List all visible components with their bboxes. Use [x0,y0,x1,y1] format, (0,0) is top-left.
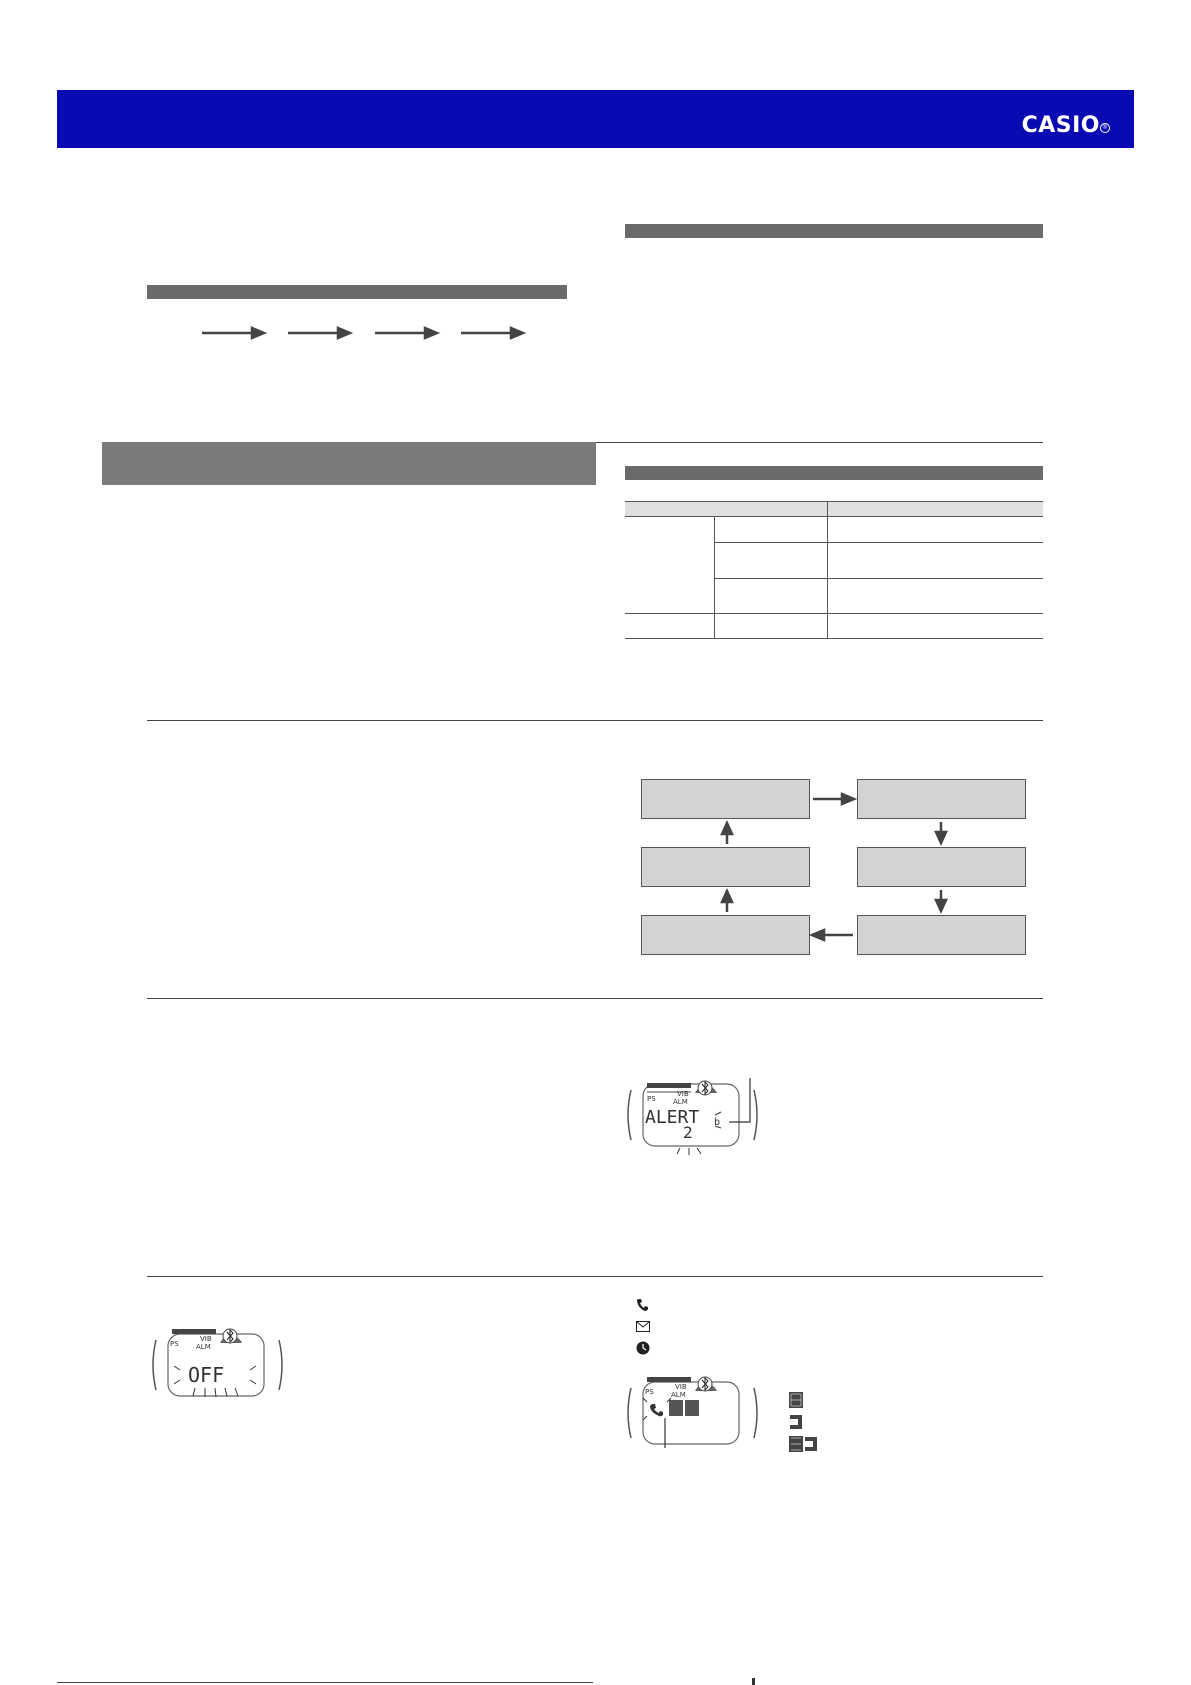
schedule-icon [636,1341,650,1355]
alert-display-text: ALERT [645,1107,700,1128]
mail-icon [636,1321,650,1332]
watch-display-off [150,1320,285,1410]
registered-mark-icon: ® [1100,123,1110,133]
segment-glyph-2 [789,1414,803,1430]
flow-arrow-left [812,930,853,940]
casio-logo: CASIO [1021,113,1100,138]
alert-display-value: 2 [683,1123,693,1142]
svg-text:ALM: ALM [196,1343,211,1351]
flow-arrow-up [722,823,732,844]
svg-text:PS: PS [647,1095,656,1103]
svg-text:ALM: ALM [673,1098,688,1106]
svg-text:PS: PS [170,1340,179,1348]
segment-glyph-1 [789,1392,803,1408]
flow-arrow-down [936,890,946,911]
bluetooth-icon [695,1081,717,1095]
svg-text:PS: PS [645,1388,654,1396]
segment-glyph-3 [789,1436,819,1452]
off-display-text: OFF [188,1363,225,1387]
flow-arrow-down [936,822,946,843]
bluetooth-icon [220,1329,242,1343]
flow-arrow-right [813,794,854,804]
svg-text:b: b [714,1117,721,1128]
bluetooth-icon [695,1377,717,1391]
footer-mark [752,1678,755,1685]
flow-arrow-up [722,891,732,912]
svg-text:ALM: ALM [671,1391,686,1399]
watch-display-alert [625,1070,760,1160]
svg-text:VIB: VIB [200,1335,212,1343]
svg-text:VIB: VIB [677,1090,689,1098]
svg-text:VIB: VIB [675,1383,687,1391]
watch-display-phone [625,1368,760,1458]
phone-icon [636,1298,650,1312]
